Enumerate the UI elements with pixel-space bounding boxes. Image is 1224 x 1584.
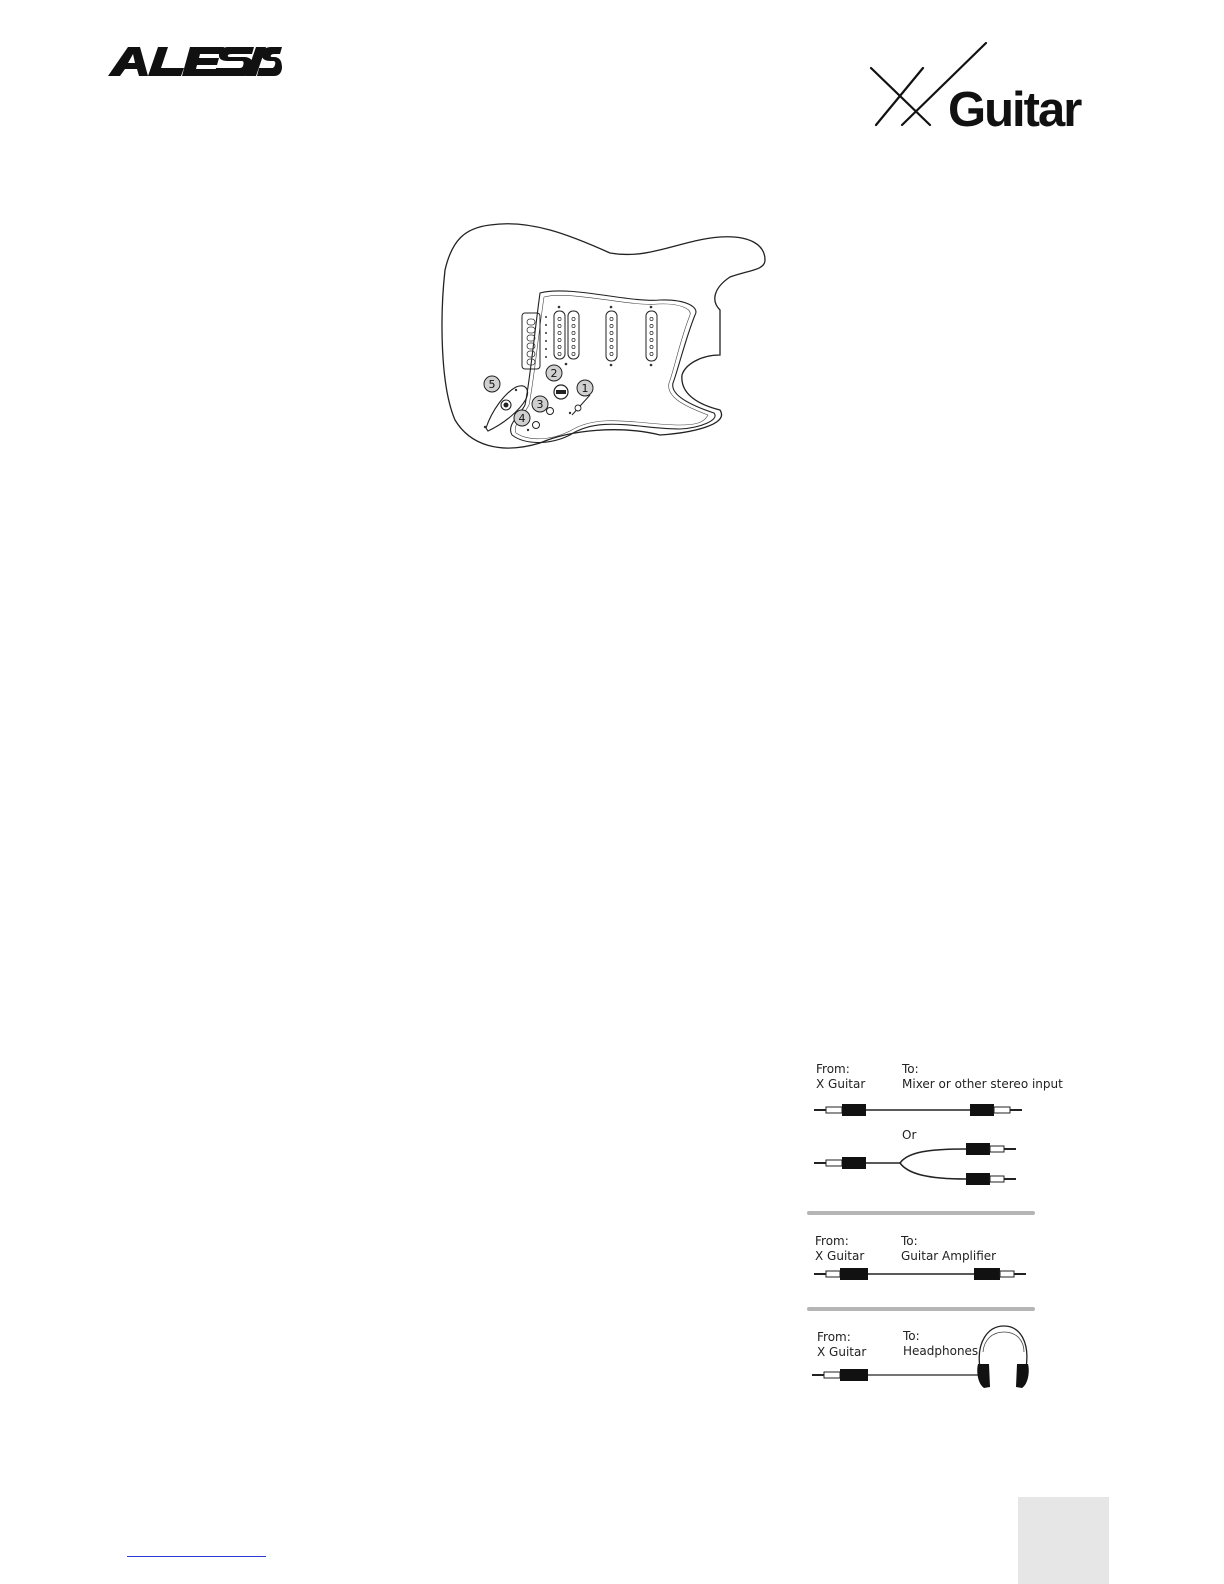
tone-knob	[533, 422, 540, 429]
panel-2-from-device: X Guitar	[815, 1249, 865, 1263]
divider-2	[807, 1307, 1035, 1311]
xguitar-logo	[868, 40, 1088, 130]
amplifier-cable-diagram	[808, 1266, 1038, 1286]
panel-3-to-device: Headphones	[903, 1344, 979, 1358]
panel-1-from-device: X Guitar	[816, 1077, 866, 1091]
pickguard-outline	[511, 291, 716, 443]
page-number-box	[1018, 1497, 1109, 1584]
pickup-selector-switch	[572, 395, 590, 415]
stereo-cable-diagram	[808, 1100, 1038, 1190]
footer-link-underline[interactable]	[127, 1556, 266, 1557]
panel-2-from-label: From:	[815, 1234, 849, 1248]
guitar-body-diagram	[430, 215, 780, 460]
callout-5	[484, 376, 500, 392]
callout-1	[577, 380, 593, 396]
headphones-cable-diagram	[808, 1322, 1038, 1394]
panel-2-to-device: Guitar Amplifier	[901, 1249, 997, 1263]
guitar-body-outline	[442, 224, 765, 448]
callout-2	[546, 365, 562, 381]
callout-3	[532, 396, 548, 412]
svg-text:3: 3	[536, 398, 544, 411]
panel-1-from-label: From:	[816, 1062, 850, 1076]
svg-text:5: 5	[488, 378, 496, 391]
alesis-logo	[106, 44, 282, 78]
middle-single-coil-pickup	[606, 311, 617, 361]
svg-text:2: 2	[550, 367, 558, 380]
panel-3-from-device: X Guitar	[817, 1345, 867, 1359]
guitar-wordmark: Guitar	[948, 83, 1081, 130]
svg-text:1: 1	[581, 382, 589, 395]
panel-3-to-label: To:	[903, 1329, 920, 1343]
panel-3-from-label: From:	[817, 1330, 851, 1344]
panel-1-to-label: To:	[902, 1062, 919, 1076]
svg-text:4: 4	[518, 412, 526, 425]
humbucker-pickup	[554, 311, 565, 359]
divider-1	[807, 1211, 1035, 1215]
callout-4	[514, 410, 530, 426]
panel-1-to-device: Mixer or other stereo input	[902, 1077, 1063, 1091]
panel-2-to-label: To:	[901, 1234, 918, 1248]
neck-single-coil-pickup	[646, 311, 657, 361]
panel-1-or-label: Or	[902, 1128, 917, 1142]
volume-knob	[547, 408, 554, 415]
headphones-icon	[977, 1326, 1029, 1388]
